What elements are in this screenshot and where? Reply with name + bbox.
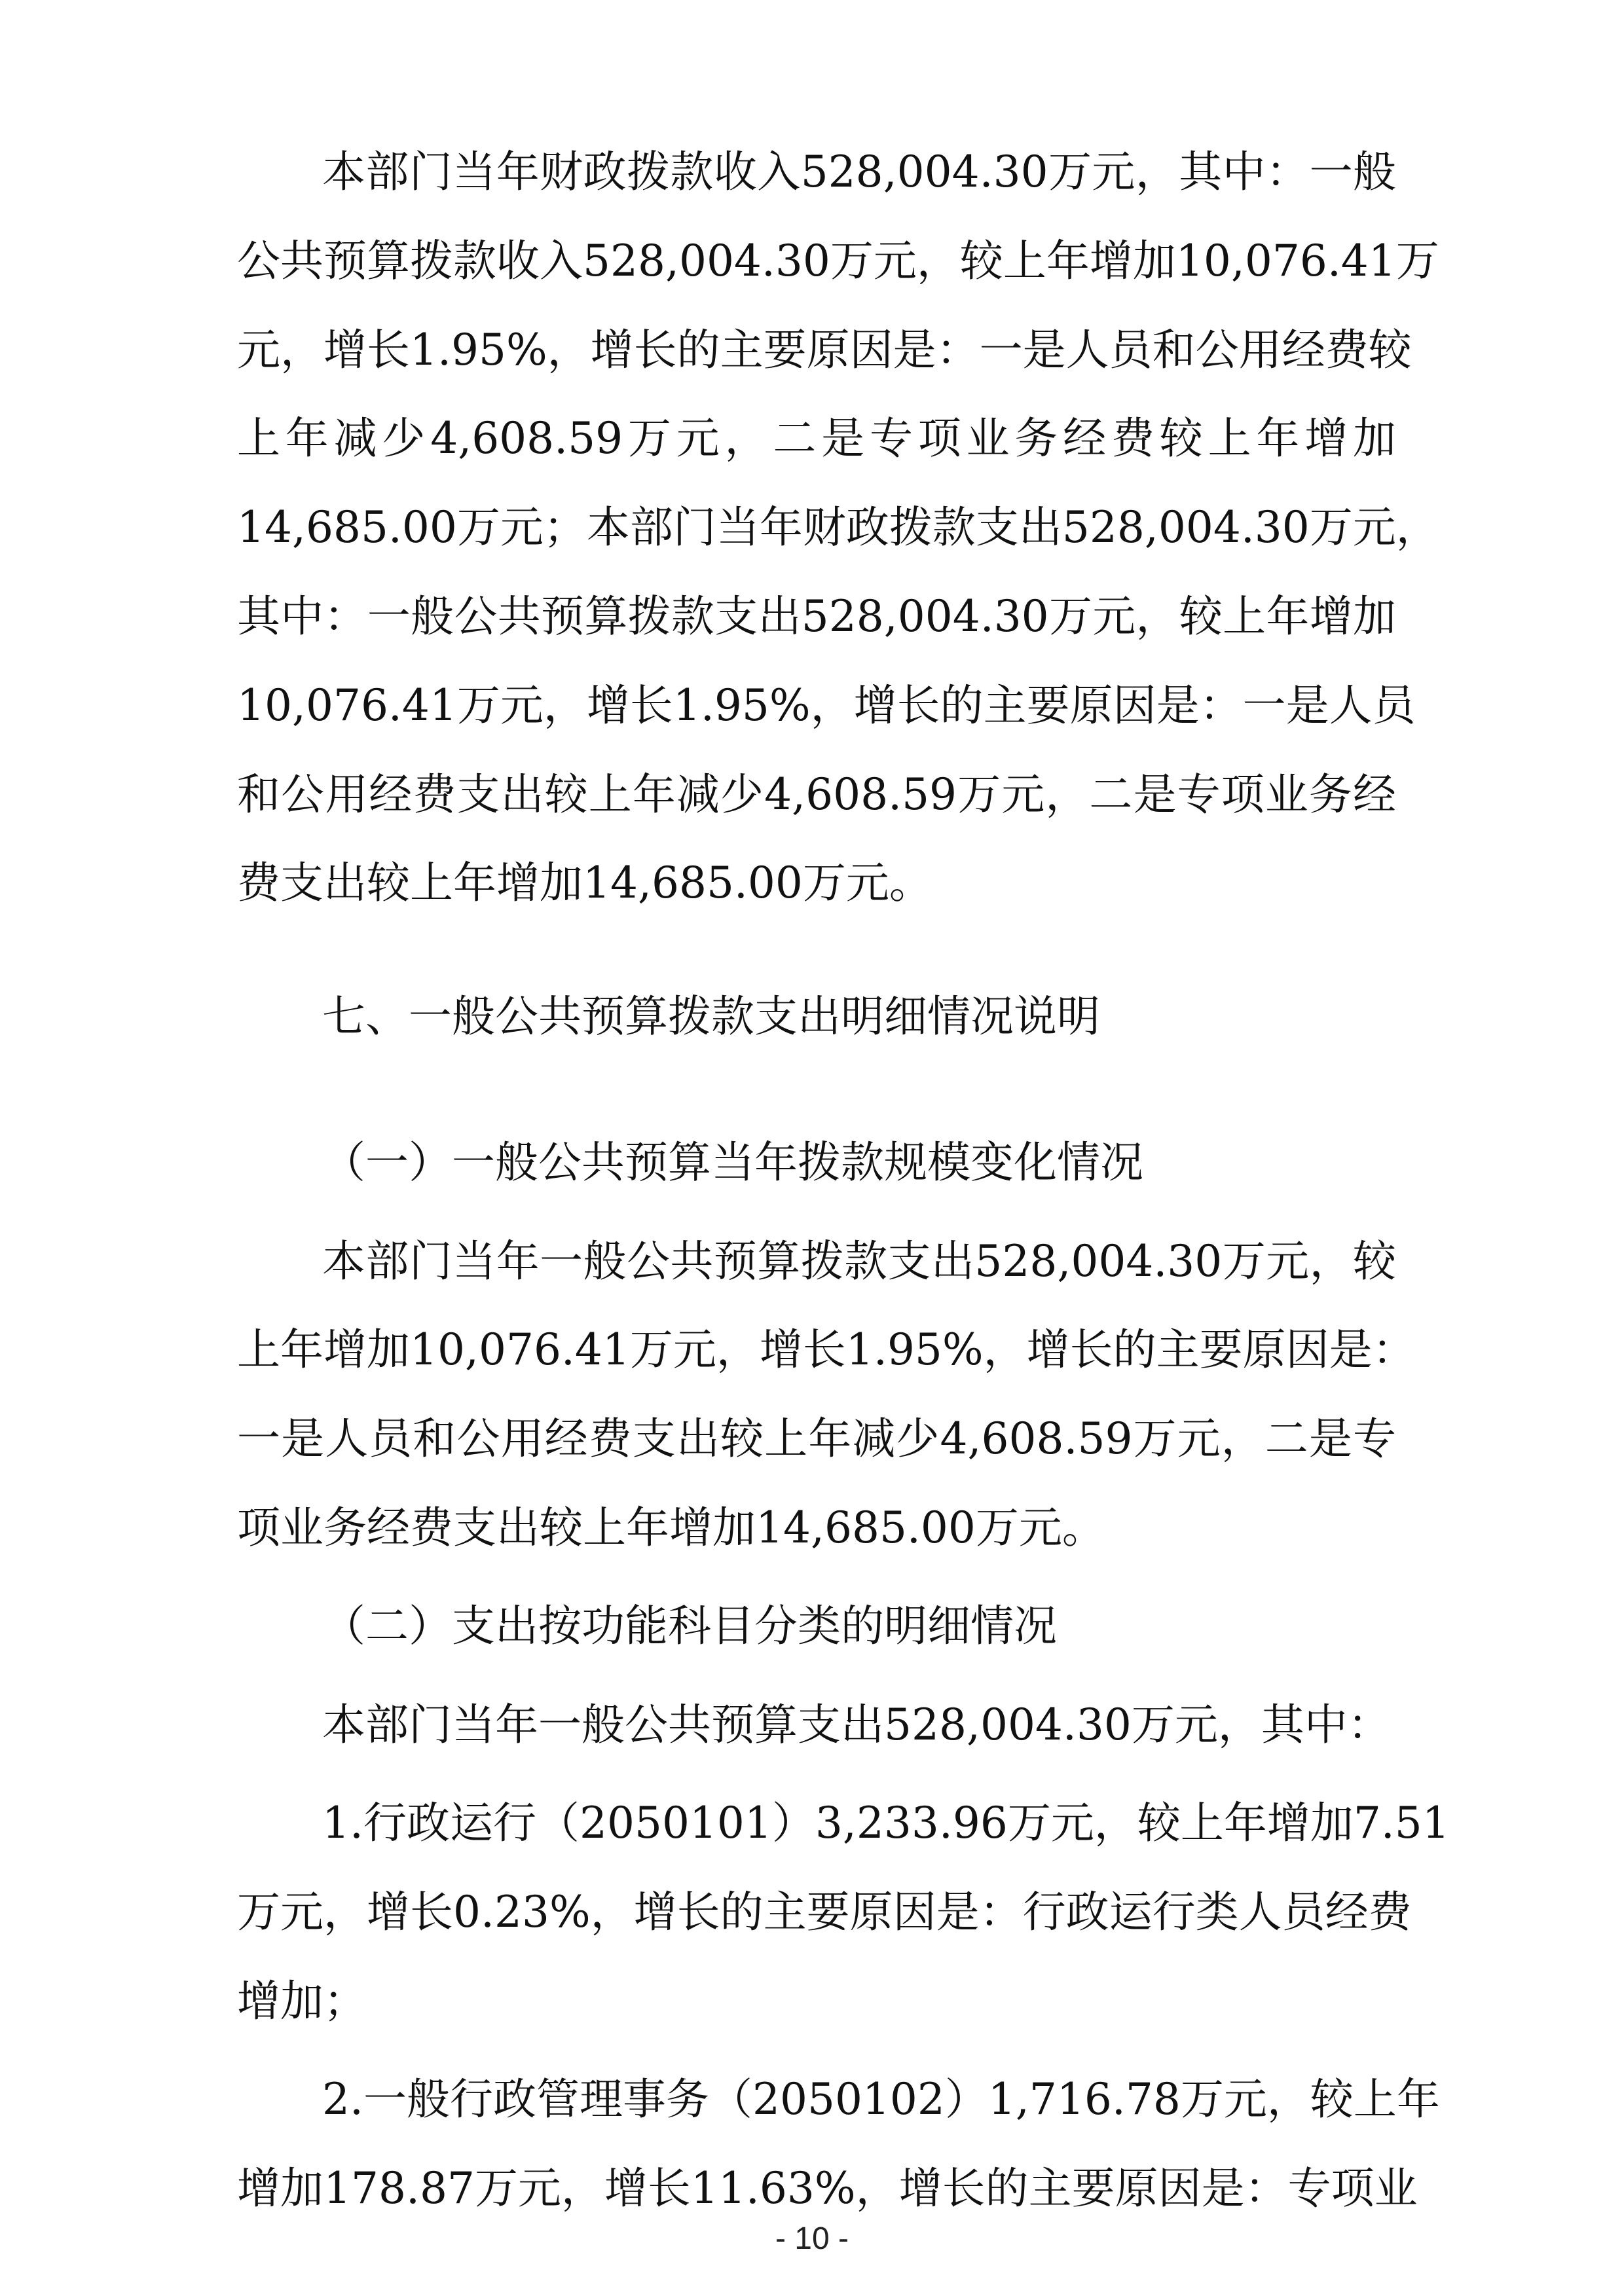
paragraph-1-line-9: 费支出较上年增加14,685.00万元。 (237, 858, 932, 908)
paragraph-2-line-2: 上年增加10,076.41万元，增长1.95%，增长的主要原因是： (237, 1324, 1416, 1375)
item-1-line-1: 1.行政运行（2050101）3,233.96万元，较上年增加7.51 (322, 1798, 1450, 1848)
subsection-heading-1: （一）一般公共预算当年拨款规模变化情况 (322, 1137, 1143, 1188)
item-1-line-2: 万元，增长0.23%，增长的主要原因是：行政运行类人员经费 (237, 1887, 1412, 1937)
paragraph-1-line-4: 上年减少4,608.59万元，二是专项业务经费较上年增加 (237, 413, 1396, 464)
item-1-line-3: 增加； (237, 1976, 367, 2026)
paragraph-1-line-1: 本部门当年财政拨款收入528,004.30万元，其中：一般 (322, 147, 1396, 197)
paragraph-2-line-4: 项业务经费支出较上年增加14,685.00万元。 (237, 1503, 1105, 1553)
section-heading-7: 七、一般公共预算拨款支出明细情况说明 (322, 991, 1100, 1042)
page-number: - 10 - (775, 2221, 849, 2256)
paragraph-1-line-5: 14,685.00万元；本部门当年财政拨款支出528,004.30万元， (237, 502, 1439, 553)
paragraph-1-line-3: 元，增长1.95%，增长的主要原因是：一是人员和公用经费较 (237, 325, 1412, 375)
paragraph-2-line-1: 本部门当年一般公共预算拨款支出528,004.30万元，较 (322, 1236, 1396, 1286)
subsection-heading-2: （二）支出按功能科目分类的明细情况 (322, 1601, 1057, 1651)
item-2-line-1: 2.一般行政管理事务（2050102）1,716.78万元，较上年 (322, 2074, 1440, 2124)
paragraph-1-line-6: 其中：一般公共预算拨款支出528,004.30万元，较上年增加 (237, 591, 1396, 642)
paragraph-1-line-7: 10,076.41万元，增长1.95%，增长的主要原因是：一是人员 (237, 680, 1416, 731)
paragraph-2-line-3: 一是人员和公用经费支出较上年减少4,608.59万元，二是专 (237, 1413, 1396, 1464)
item-2-line-2: 增加178.87万元，增长11.63%，增长的主要原因是：专项业 (237, 2163, 1418, 2214)
paragraph-3-line-1: 本部门当年一般公共预算支出528,004.30万元，其中： (322, 1700, 1391, 1750)
paragraph-1-line-8: 和公用经费支出较上年减少4,608.59万元，二是专项业务经 (237, 769, 1396, 820)
paragraph-1-line-2: 公共预算拨款收入528,004.30万元，较上年增加10,076.41万 (237, 236, 1439, 286)
